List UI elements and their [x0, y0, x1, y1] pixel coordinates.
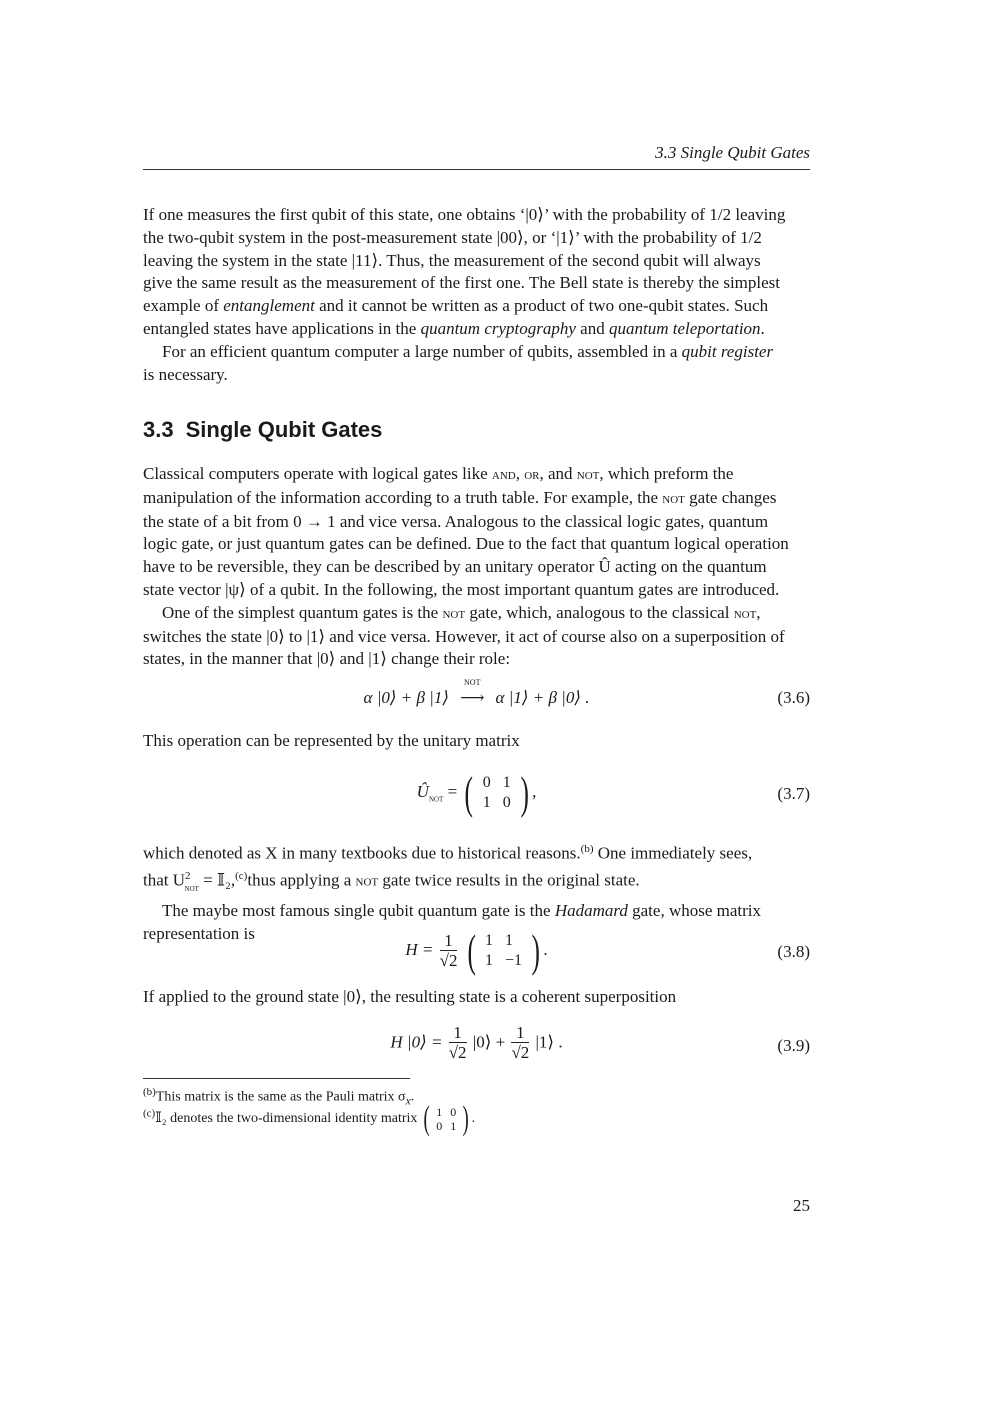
equation-3-6: α |0⟩ + β |1⟩ not ⟶ α |1⟩ + β |0⟩ . (3.6): [363, 676, 810, 707]
running-header: [143, 143, 810, 170]
equation-number: (3.6): [777, 688, 810, 707]
section-number: 3.3: [143, 417, 174, 442]
equation-number: (3.7): [777, 784, 810, 803]
intro-text: If one measures the first qubit of this state, one obtains ‘|0⟩’ with the probability of 1/2 leaving the two-qubit system in the post-measurement state |00⟩, or ‘|1⟩’ with the probability of 1/2 leaving the system in the state |11⟩. Thus, the measurement of the second qubit will always give the same result as the measurement of the first one. The Bell state is thereby the simplest example of entanglement and it cannot be written as a product of two one-qubit states. Such entangled states have applications in the quantum cryptography and quantum teleportation. For an efficient quantum computer a large number of qubits, assembled in a qubit register is necessary.: [143, 204, 810, 386]
footnote-rule: [143, 1078, 410, 1079]
intro-paragraph-2: For an efficient quantum computer a large number of qubits, assembled in a qubit register: [162, 341, 774, 361]
running-title: 3.3 Single Qubit Gates: [655, 143, 810, 162]
equation-number: (3.8): [777, 942, 810, 961]
footnote-c: $^{(c)}$𝕀₂ denotes the two-dimensional identity matrix ( 1 0 0 1 ) .: [143, 1100, 476, 1137]
equation-3-9: H |0⟩ = $\frac{1}{√2}$ |0⟩ + $\frac{1}{√2}$ |1⟩ . (3.9): [390, 1023, 810, 1062]
equation-3-8: H = $\frac{1}{√2}$ ( 1 1 1 −1 ) . (3.8): [405, 925, 810, 976]
footnote-b: $^{(b)}$This matrix is the same as the Pauli matrix $\sigma_x$.: [143, 1086, 415, 1108]
equation-number: (3.9): [777, 1036, 810, 1055]
page-number: 25: [793, 1196, 810, 1215]
intro-paragraph-1: If one measures the first qubit of this state, one obtains ‘|0⟩’ with the probability of 1/2 leaving the two-qubit system in the post-measurement state |00⟩, or ‘|1⟩’ with the probability of 1/2 leaving the system in the state |11⟩. Thus, the measurement of the second qubit will always give the same result as the measurement of the first one. The Bell state is thereby the simplest example of entanglement and it cannot be written as a product of two one-qubit states. Such entangled states have applications in the quantum cryptography and quantum teleportation.: [143, 205, 786, 338]
equation-3-7: $Û_{not}$ = ( 0 1 1 0 ) , (3.7): [416, 767, 810, 818]
section-title: Single Qubit Gates: [185, 417, 383, 442]
section-heading: [143, 417, 382, 443]
section-text: Classical computers operate with logical gates like and, or, and not, which preform the manipulation of the information according to a truth table. For example, the not gate changes the state of a bit from 0 → 1 and vice versa. Analogous to the classical logic gates, quantum logic gate, or just quantum gates can be defined. Due to the fact that quantum logical operation have to be reversible, they can be described by an unitary operator Û acting on the quantum state vector |ψ⟩ of a qubit. In the following, the most important quantum gates are introduced. One of the simplest quantum gates is the not gate, which, analogous to the classical not, switches the state |0⟩ to |1⟩ and vice versa. However, it act of course also on a superposition of states, in the manner that |0⟩ and |1⟩ change their role:: [143, 464, 789, 669]
